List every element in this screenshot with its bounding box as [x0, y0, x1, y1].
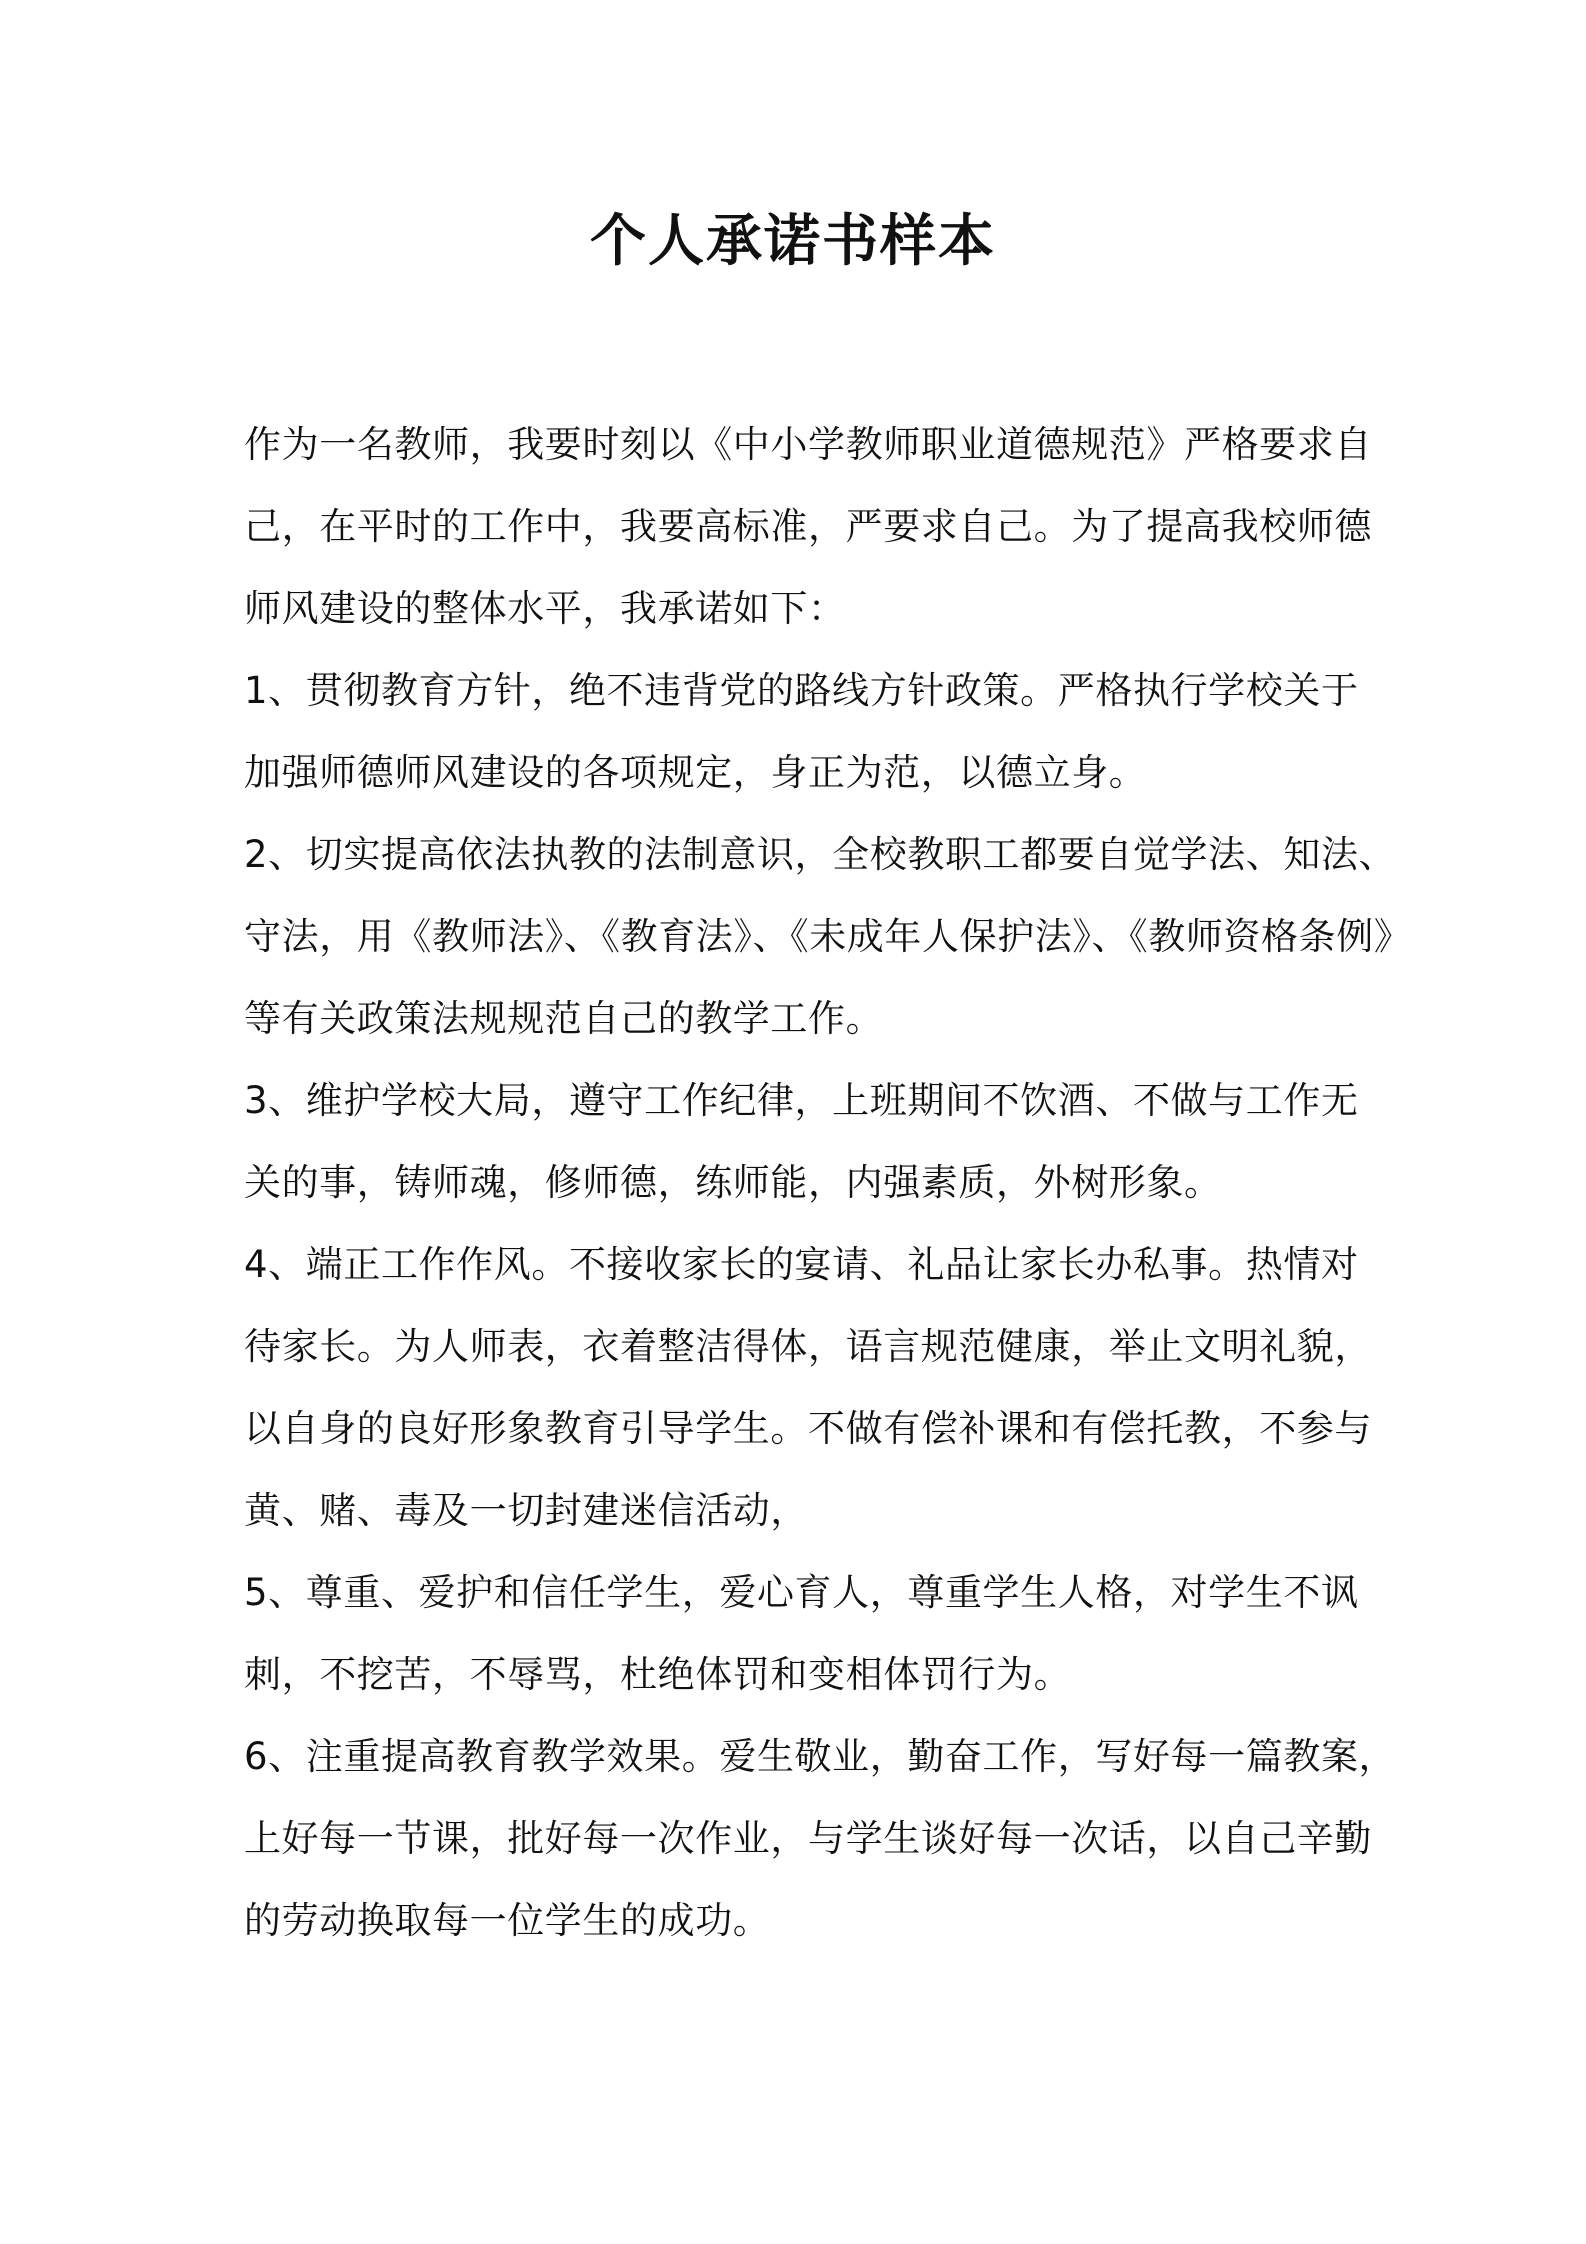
- text-line: 6、注重提高教育教学效果。爱生敬业，勤奋工作，写好每一篇教案，: [244, 1735, 1397, 1778]
- text-line: 师风建设的整体水平，我承诺如下：: [244, 587, 846, 630]
- text-line: 待家长。为人师表，衣着整洁得体，语言规范健康，举止文明礼貌，: [244, 1325, 1372, 1368]
- text-line: 黄、赌、毒及一切封建迷信活动，: [244, 1489, 808, 1532]
- text-line: 己，在平时的工作中，我要高标准，严要求自己。为了提高我校师德: [244, 505, 1372, 548]
- text-line: 4、端正工作作风。不接收家长的宴请、礼品让家长办私事。热情对: [244, 1243, 1359, 1286]
- text-line: 1、贯彻教育方针，绝不违背党的路线方针政策。严格执行学校关于: [244, 669, 1359, 712]
- text-line: 加强师德师风建设的各项规定，身正为范，以德立身。: [244, 751, 1147, 794]
- text-line: 关的事，铸师魂，修师德，练师能，内强素质，外树形象。: [244, 1161, 1222, 1204]
- text-line: 2、切实提高依法执教的法制意识，全校教职工都要自觉学法、知法、: [244, 833, 1397, 876]
- text-line: 守法，用《教师法》、《教育法》、《未成年人保护法》、《教师资格条例》: [244, 915, 1412, 958]
- text-line: 作为一名教师，我要时刻以《中小学教师职业道德规范》严格要求自: [244, 423, 1372, 466]
- text-line: 等有关政策法规规范自己的教学工作。: [244, 997, 884, 1040]
- text-line: 以自身的良好形象教育引导学生。不做有偿补课和有偿托教，不参与: [244, 1407, 1372, 1450]
- text-line: 上好每一节课，批好每一次作业，与学生谈好每一次话，以自己辛勤: [244, 1817, 1372, 1860]
- text-line: 3、维护学校大局，遵守工作纪律，上班期间不饮酒、不做与工作无: [244, 1079, 1359, 1122]
- document-body: [244, 404, 1412, 1962]
- page-title: 个人承诺书样本: [590, 209, 996, 274]
- text-line: 的劳动换取每一位学生的成功。: [244, 1899, 771, 1942]
- text-line: 5、尊重、爱护和信任学生，爱心育人，尊重学生人格，对学生不讽: [244, 1571, 1359, 1614]
- text-line: 刺，不挖苦，不辱骂，杜绝体罚和变相体罚行为。: [244, 1653, 1072, 1696]
